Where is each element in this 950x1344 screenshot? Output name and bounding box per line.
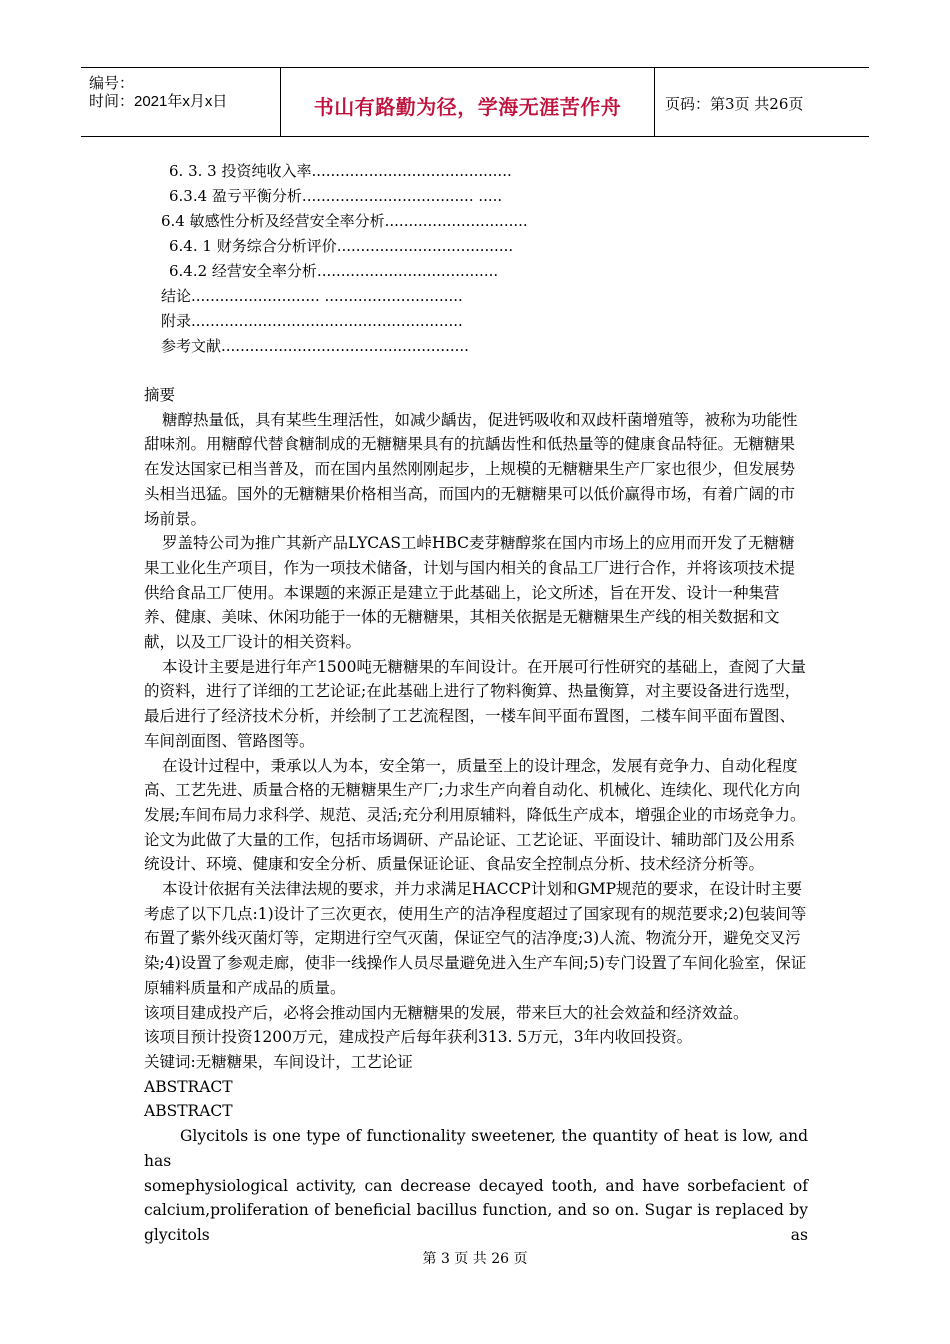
abstract-paragraph: 糖醇热量低，具有某些生理活性，如减少龋齿，促进钙吸收和双歧杆菌增殖等，被称为功能性甜味剂。用糖醇代替食糖制成的无糖糖果具有的抗龋齿性和低热量等的健康食品特征。无糖糖果在发达国家已相当普及，而在国内虽然刚刚起步，上规模的无糖糖果生产厂家也很少，但发展势头相当迅猛。国外的无糖糖果价格相当高，而国内的无糖糖果可以低价赢得市场，有着广阔的市场前景。 [144, 410, 798, 528]
english-abstract-line: Glycitols is one type of functionality sweetener, the quantity of heat is low, and has [144, 1127, 808, 1170]
page-header [81, 67, 869, 137]
abstract-paragraph: 本设计主要是进行年产1500吨无糖糖果的车间设计。在开展可行性研究的基础上，查阅了大量的资料，进行了详细的工艺论证;在此基础上进行了物料衡算、热量衡算，对主要设备进行选型，最后进行了经济技术分析，并绘制了工艺流程图，一楼车间平面布置图，二楼车间平面布置图、车间剖面图、管路图等。 [144, 657, 806, 750]
header-info-cell [81, 68, 281, 136]
abstract-paragraph: 本设计依据有关法律法规的要求，并力求满足HACCP计划和GMP规范的要求，在设计时主要考虑了以下几点:1)设计了三次更衣，使用生产的洁净程度超过了国家现有的规范要求;2)包装间等布置了紫外线灭菌灯等，定期进行空气灭菌，保证空气的洁净度;3)人流、物流分开，避免交叉污染;4)设置了参观走廊，使非一线操作人员尽量避免进入生产车间;5)专门设置了车间化验室，保证原辅料质量和产成品的质量。 [144, 880, 807, 997]
toc-entry: 附录......................................................... [161, 312, 463, 330]
header-motto-cell [281, 68, 655, 136]
page-footer: 第 3 页 共 26 页 [422, 1251, 528, 1267]
abstract-paragraph: 该项目建成投产后，必将会推动国内无糖糖果的发展，带来巨大的社会效益和经济效益。 [144, 1003, 749, 1022]
header-page-cell [655, 68, 869, 136]
keywords: 关键词:无糖糖果，车间设计，工艺论证 [144, 1052, 413, 1071]
toc-entry: 参考文献.................................................... [161, 337, 469, 355]
document-number-label: 编号： [89, 75, 135, 92]
toc-entry: 6.4 敏感性分析及经营安全率分析.............................. [161, 212, 528, 230]
toc-entry: 6.4.2 经营安全率分析...................................... [169, 262, 499, 280]
toc-entry: 6.4. 1 财务综合分析评价..................................... [169, 237, 514, 255]
abstract-paragraph: 在设计过程中，秉承以人为本，安全第一，质量至上的设计理念，发展有竞争力、自动化程度高、工艺先进、质量合格的无糖糖果生产厂;力求生产向着自动化、机械化、连续化、现代化方向发展;车间布局力求科学、规范、灵活;充分利用原辅料，降低生产成本，增强企业的市场竞争力。论文为此做了大量的工作，包括市场调研、产品论证、工艺论证、平面设计、辅助部门及公用系统设计、环境、健康和安全分析、质量保证论证、食品安全控制点分析、技术经济分析等。 [144, 756, 806, 874]
abstract-paragraph: 该项目预计投资1200万元，建成投产后每年获利313. 5万元，3年内收回投资。 [144, 1028, 693, 1047]
header-motto: 书山有路勤为径，学海无涯苦作舟 [313, 95, 622, 119]
english-abstract-line: somephysiological activity, can decrease decayed tooth, and have sorbefacient of [144, 1176, 808, 1195]
abstract-section [144, 383, 808, 1248]
toc-entry: 6. 3. 3 投资纯收入率.......................................... [169, 162, 512, 180]
document-date-label: 时间：2021年x月x日 [89, 93, 228, 110]
english-abstract-heading: ABSTRACT [144, 1102, 233, 1121]
english-abstract-heading: ABSTRACT [144, 1077, 233, 1096]
toc-entry: 结论........................... ............................. [161, 287, 463, 305]
abstract-paragraph: 罗盖特公司为推广其新产品LYCAS工峠HBC麦芽糖醇浆在国内市场上的应用而开发了无糖糖果工业化生产项目，作为一项技术储备，计划与国内相关的食品工厂进行合作，并将该项技术提供给食品工厂使用。本课题的来源正是建立于此基础上，论文所述，旨在开发、设计一种集营养、健康、美味、休闲功能于一体的无糖糖果，其相关依据是无糖糖果生产线的相关数据和文献，以及工厂设计的相关资料。 [144, 534, 796, 652]
english-abstract-line: calcium,proliferation of beneficial bacillus function, and so on. Sugar is replaced by glycitols as [144, 1201, 808, 1244]
toc-entry: 6.3.4 盈亏平衡分析.................................... ..... [169, 187, 503, 205]
header-page-number: 页码：第3页 共26页 [665, 95, 804, 113]
abstract-heading: 摘要 [144, 386, 176, 404]
